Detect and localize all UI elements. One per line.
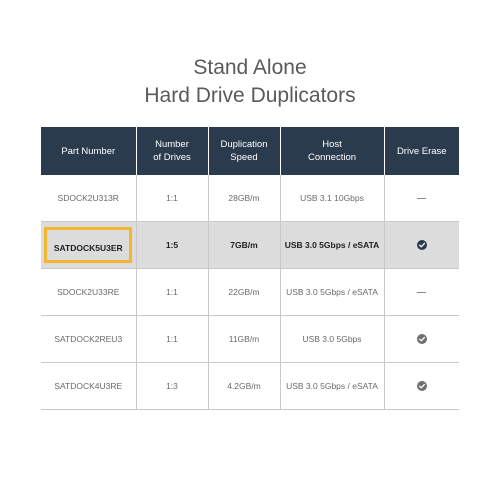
header-duplication-speed (208, 127, 280, 175)
cell-host-connection: USB 3.0 5Gbps / eSATA (280, 363, 384, 410)
header-part-number-label: Part Number (61, 145, 116, 157)
highlight-box (44, 227, 132, 263)
cell-duplication-speed: 22GB/m (208, 269, 280, 316)
cell-duplication-speed: 28GB/m (208, 175, 280, 222)
header-part-number (41, 127, 136, 175)
header-number-of-drives-line-1: Number (155, 139, 189, 150)
cell-part-number (41, 316, 136, 363)
part-number-text: SATDOCK5U3ER (53, 243, 123, 253)
cell-part-number (41, 222, 136, 269)
table-row (41, 316, 459, 363)
cell-host-connection: USB 3.0 5Gbps / eSATA (280, 222, 384, 269)
header-drive-erase-label: Drive Erase (396, 145, 447, 157)
cell-number-of-drives: 1:3 (136, 363, 208, 410)
cell-duplication-speed: 7GB/m (208, 222, 280, 269)
cell-number-of-drives: 1:5 (136, 222, 208, 269)
header-host-connection (280, 127, 384, 175)
comparison-table (41, 127, 459, 410)
part-number-text: SATDOCK2REU3 (54, 334, 123, 344)
cell-drive-erase (384, 175, 459, 222)
cell-host-connection: USB 3.0 5Gbps (280, 316, 384, 363)
page-title (0, 54, 500, 110)
table-body (41, 175, 459, 410)
header-drive-erase (384, 127, 459, 175)
part-number-text: SDOCK2U33RE (57, 287, 120, 297)
table-row (41, 222, 459, 269)
cell-drive-erase (384, 363, 459, 410)
table-row (41, 175, 459, 222)
cell-number-of-drives: 1:1 (136, 175, 208, 222)
cell-number-of-drives: 1:1 (136, 316, 208, 363)
dash-icon (417, 292, 426, 293)
dash-icon (417, 198, 426, 199)
title-line-2: Hard Drive Duplicators (144, 84, 356, 107)
title-line-1: Stand Alone (193, 56, 307, 79)
cell-part-number (41, 363, 136, 410)
part-number-text: SDOCK2U313R (57, 193, 119, 203)
cell-drive-erase (384, 222, 459, 269)
cell-host-connection: USB 3.0 5Gbps / eSATA (280, 269, 384, 316)
check-icon (417, 334, 427, 344)
cell-number-of-drives: 1:1 (136, 269, 208, 316)
cell-drive-erase (384, 269, 459, 316)
header-number-of-drives (136, 127, 208, 175)
header-number-of-drives-line-2: of Drives (153, 152, 191, 163)
table-row (41, 269, 459, 316)
header-duplication-speed-line-2: Speed (230, 152, 258, 163)
header-host-connection-line-1: Host (322, 139, 342, 150)
cell-part-number (41, 269, 136, 316)
table-row (41, 363, 459, 410)
check-icon (417, 381, 427, 391)
table-header-row (41, 127, 459, 175)
cell-host-connection: USB 3.1 10Gbps (280, 175, 384, 222)
cell-duplication-speed: 11GB/m (208, 316, 280, 363)
cell-duplication-speed: 4.2GB/m (208, 363, 280, 410)
header-duplication-speed-line-1: Duplication (220, 139, 268, 150)
cell-drive-erase (384, 316, 459, 363)
cell-part-number (41, 175, 136, 222)
header-host-connection-line-2: Connection (307, 152, 357, 163)
check-icon (417, 240, 427, 250)
part-number-text: SATDOCK4U3RE (54, 381, 123, 391)
